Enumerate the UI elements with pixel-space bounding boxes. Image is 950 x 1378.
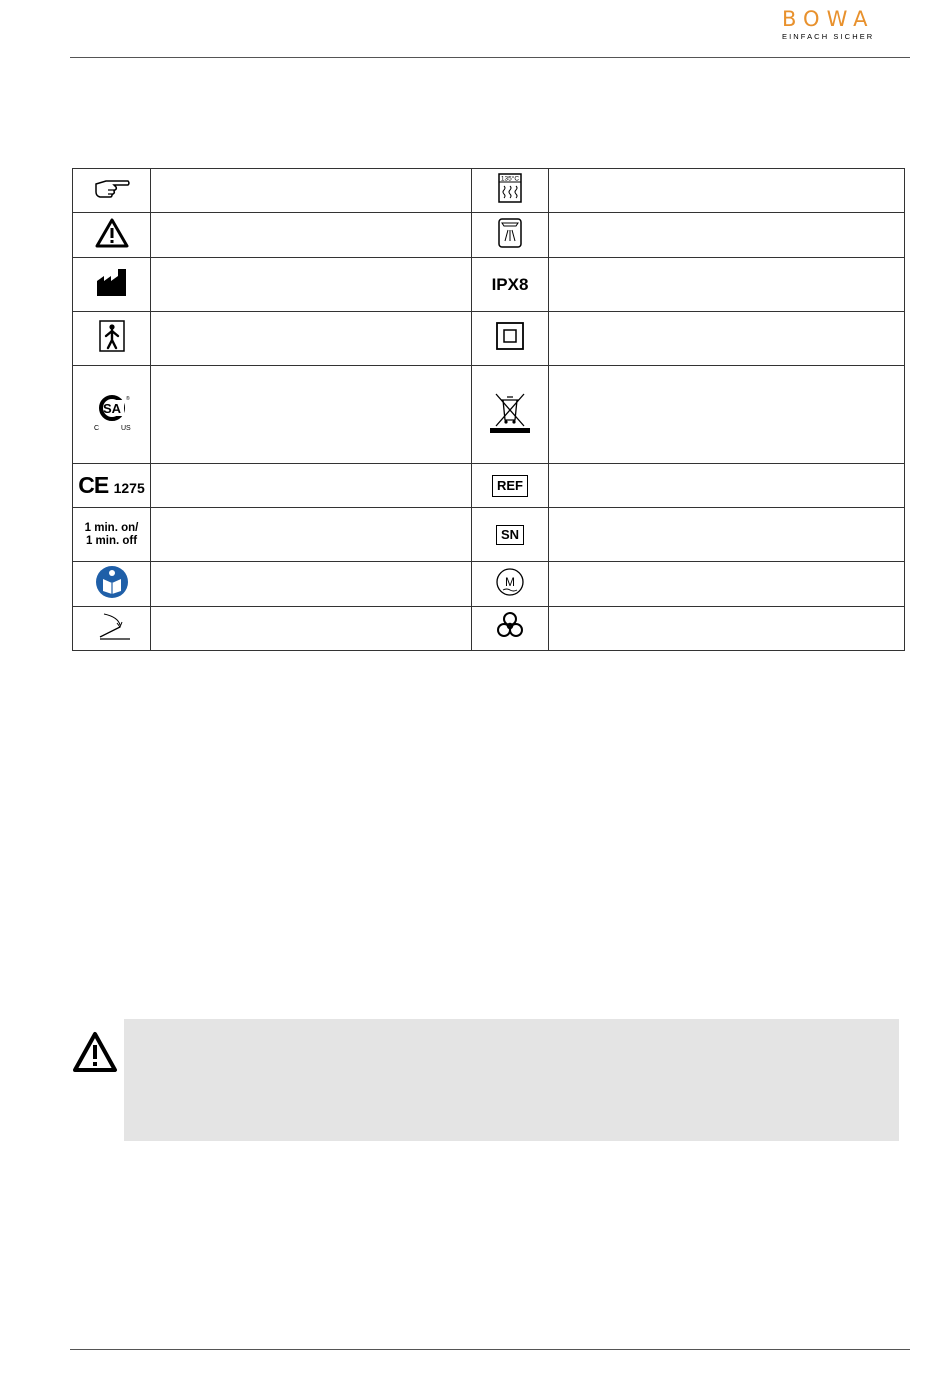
ipx8-label: IPX8 <box>491 274 529 294</box>
table-row <box>73 508 905 562</box>
warning-box <box>124 1019 899 1141</box>
table-row <box>73 258 905 312</box>
table-row <box>73 464 905 508</box>
symbol-cell <box>472 562 549 607</box>
symbol-cell <box>73 464 151 508</box>
description-cell <box>549 366 905 464</box>
description-cell <box>151 508 472 562</box>
weee-bin-icon <box>488 390 532 434</box>
duty-cycle-line-2: 1 min. off <box>85 534 138 547</box>
description-cell <box>549 169 905 213</box>
csa-c-label: C <box>93 425 99 432</box>
symbol-cell <box>472 258 549 312</box>
warning-triangle-icon <box>95 218 129 248</box>
notified-body-number: 1275 <box>113 480 145 496</box>
symbol-cell <box>73 366 151 464</box>
motor-m-icon <box>495 567 525 597</box>
table-row <box>73 366 905 464</box>
svg-text:®: ® <box>125 396 130 402</box>
description-cell <box>549 464 905 508</box>
description-cell <box>151 464 472 508</box>
table-row <box>73 562 905 607</box>
description-cell <box>151 258 472 312</box>
symbol-cell <box>73 213 151 258</box>
description-cell <box>549 312 905 366</box>
description-cell <box>151 607 472 651</box>
footer-rule <box>70 1349 910 1350</box>
washer-disinfector-icon <box>497 217 523 249</box>
symbols-table <box>72 168 905 651</box>
description-cell <box>549 258 905 312</box>
symbol-cell <box>472 169 549 213</box>
csa-mark-icon <box>86 392 138 432</box>
protection-class-ii-icon <box>495 321 525 351</box>
symbol-cell <box>472 213 549 258</box>
symbol-cell <box>472 464 549 508</box>
read-manual-icon <box>95 565 129 599</box>
symbol-cell <box>472 312 549 366</box>
symbol-cell <box>472 366 549 464</box>
duty-cycle-label <box>73 522 150 548</box>
ref-label: REF <box>492 475 528 497</box>
duty-cycle-line-1: 1 min. on/ <box>84 521 139 534</box>
brand-name: BOWA <box>782 7 875 31</box>
symbol-cell <box>472 508 549 562</box>
brand-tagline: EINFACH SICHER <box>782 32 875 41</box>
table-row <box>73 169 905 213</box>
bowa-logo <box>782 6 910 42</box>
description-cell <box>549 213 905 258</box>
description-cell <box>151 213 472 258</box>
symbol-cell <box>73 508 151 562</box>
symbol-cell <box>73 607 151 651</box>
symbol-cell <box>73 169 151 213</box>
symbol-cell <box>73 258 151 312</box>
pointing-hand-icon <box>92 176 132 200</box>
symbol-cell <box>73 562 151 607</box>
foot-pedal-icon <box>92 611 132 641</box>
symbol-cell <box>472 607 549 651</box>
table-row <box>73 607 905 651</box>
table-row <box>73 213 905 258</box>
svg-text:SA: SA <box>102 401 121 416</box>
description-cell <box>151 366 472 464</box>
description-cell <box>151 562 472 607</box>
warning-triangle-icon <box>72 1031 118 1073</box>
type-bf-person-icon <box>98 319 126 353</box>
description-cell <box>151 169 472 213</box>
ce-mark <box>78 472 145 498</box>
temp-label: 135°C <box>500 175 520 183</box>
biohazard-icon <box>495 611 525 641</box>
motor-m-letter: M <box>505 574 515 589</box>
description-cell <box>549 607 905 651</box>
header-rule <box>70 57 910 58</box>
manufacturer-icon <box>95 267 129 297</box>
ce-label: CE <box>78 472 109 498</box>
table-row <box>73 312 905 366</box>
sn-label: SN <box>496 525 524 545</box>
symbol-cell <box>73 312 151 366</box>
description-cell <box>549 562 905 607</box>
csa-us-label: US <box>120 425 131 432</box>
sterilization-135c-icon <box>497 172 523 204</box>
description-cell <box>151 312 472 366</box>
description-cell <box>549 508 905 562</box>
